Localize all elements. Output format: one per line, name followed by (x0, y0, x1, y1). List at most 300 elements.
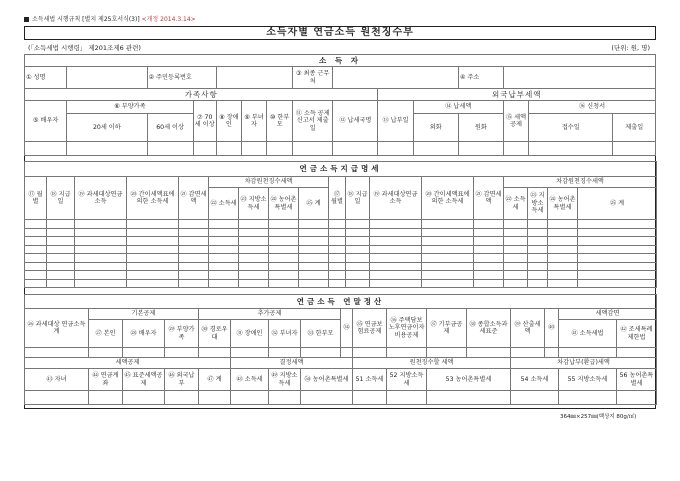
tax-credit-field[interactable] (504, 142, 529, 156)
tax-paid-label: ⑭ 납세액 (413, 101, 503, 114)
payment-cell[interactable] (422, 228, 474, 237)
determined-local-label: ㊾ 지방소득세 (269, 369, 301, 391)
payment-cell[interactable] (578, 279, 657, 288)
payment-cell[interactable] (127, 220, 179, 229)
payment-cell[interactable] (370, 254, 422, 263)
standard-credit-label: ㊺ 표준세액공제 (123, 369, 165, 391)
withheld-rural-field[interactable] (427, 391, 511, 405)
woman-label: ⑨ 부녀자 (241, 101, 266, 142)
payment-cell[interactable] (346, 271, 370, 280)
deduction-date-label: ⑪ 소득 공제 신고서 제출일 (293, 101, 333, 142)
determined-header: 결정세액 (231, 358, 353, 369)
payment-cell[interactable] (548, 271, 578, 280)
payment-cell[interactable] (75, 245, 127, 254)
payment-cell[interactable] (504, 237, 528, 246)
determined-income-label: ㊽ 소득세 (231, 369, 269, 391)
housing-pension-label: ㊱ 주택담보노후연금이자비용공제 (387, 309, 427, 348)
payment-cell[interactable] (239, 262, 269, 271)
payment-cell[interactable] (474, 245, 504, 254)
pay-date-label-b: ⑱ 지급일 (346, 177, 370, 220)
payment-cell[interactable] (578, 220, 657, 229)
payment-cell[interactable] (422, 279, 474, 288)
payment-cell[interactable] (127, 237, 179, 246)
payment-cell[interactable] (329, 220, 346, 229)
payment-title: 연금소득지급명세 (25, 162, 657, 177)
payment-cell[interactable] (47, 228, 75, 237)
payment-cell[interactable] (25, 254, 47, 263)
disabled-field[interactable] (216, 142, 241, 156)
payment-cell[interactable] (474, 237, 504, 246)
taxable-income-label: ⑲ 과세대상연금소득 (75, 177, 127, 220)
decree-reference: (「소득세법 시행령」 제201조제6 관련) (28, 44, 141, 52)
payment-cell[interactable] (47, 237, 75, 246)
special-tax-act-label: ㊷ 조세특례제한법 (617, 320, 657, 348)
fx-field[interactable] (413, 142, 458, 156)
form-header (24, 14, 196, 23)
col40-field[interactable] (545, 348, 559, 358)
payment-cell[interactable] (75, 228, 127, 237)
payment-cell[interactable] (422, 262, 474, 271)
payment-cell[interactable] (269, 279, 299, 288)
payment-cell[interactable] (127, 245, 179, 254)
payment-cell[interactable] (474, 279, 504, 288)
payment-cell[interactable] (578, 254, 657, 263)
rural-tax-label-b: ㉔ 농어촌특별세 (548, 188, 578, 220)
tax-base-label: ㊳ 종합소득과세표준 (467, 309, 511, 348)
payment-cell[interactable] (25, 228, 47, 237)
disabled-label: ⑧ 장애인 (216, 101, 241, 142)
payment-cell[interactable] (528, 279, 548, 288)
recipient-title: 소 득 자 (25, 55, 656, 67)
over60-label: 60세 이상 (147, 114, 193, 142)
payment-cell[interactable] (209, 245, 239, 254)
payment-cell[interactable] (179, 262, 209, 271)
submit-date-label: 제출일 (613, 114, 656, 142)
payment-cell[interactable] (75, 220, 127, 229)
col40-label: ㊵ (545, 309, 559, 348)
month-label-b: ⑰ 월별 (329, 177, 346, 220)
payment-cell[interactable] (179, 245, 209, 254)
payment-cell[interactable] (25, 220, 47, 229)
spouse-field[interactable] (25, 142, 67, 156)
payment-cell[interactable] (127, 254, 179, 263)
credit-total-label: ㊼ 계 (199, 369, 231, 391)
payment-cell[interactable] (422, 237, 474, 246)
withheld-header: 원천징수할 세액 (353, 358, 511, 369)
refund-rural-label: 56 농어촌특별세 (617, 369, 657, 391)
foreign-paid-label: ㊻ 외국납부 (165, 369, 199, 391)
payment-cell[interactable] (578, 237, 657, 246)
pension-insurance-field[interactable] (353, 348, 387, 358)
table-row (25, 228, 657, 237)
payment-cell[interactable] (269, 254, 299, 263)
woman-label: ㉜ 부녀자 (269, 320, 301, 348)
recipient-section (24, 54, 656, 156)
fx-label: 외화 (413, 114, 458, 142)
payment-cell[interactable] (25, 271, 47, 280)
over70-label: ⑦ 70세 이상 (193, 101, 216, 142)
payment-cell[interactable] (269, 220, 299, 229)
col34-field[interactable] (341, 348, 353, 358)
refund-income-label: 54 소득세 (511, 369, 559, 391)
spouse-field[interactable] (123, 348, 165, 358)
income-tax-label-b: ㉒ 소득세 (504, 188, 528, 220)
address-field[interactable] (504, 67, 656, 89)
payment-cell[interactable] (422, 220, 474, 229)
payment-cell[interactable] (299, 271, 329, 280)
payment-cell[interactable] (75, 237, 127, 246)
payment-cell[interactable] (179, 228, 209, 237)
payment-cell[interactable] (209, 271, 239, 280)
refund-rural-field[interactable] (617, 391, 657, 405)
determined-rural-field[interactable] (301, 391, 353, 405)
payment-cell[interactable] (329, 262, 346, 271)
payment-cell[interactable] (47, 262, 75, 271)
payment-cell[interactable] (269, 262, 299, 271)
payment-cell[interactable] (504, 279, 528, 288)
foreign-tax-header: 외국납부세액 (378, 89, 656, 101)
pay-date-label: ⑱ 지급일 (47, 177, 75, 220)
payment-cell[interactable] (346, 254, 370, 263)
tax-base-field[interactable] (467, 348, 511, 358)
payment-cell[interactable] (127, 228, 179, 237)
payment-cell[interactable] (370, 237, 422, 246)
payment-cell[interactable] (528, 262, 548, 271)
withheld-local-field[interactable] (387, 391, 427, 405)
krw-label: 원화 (458, 114, 503, 142)
determined-income-field[interactable] (231, 391, 269, 405)
woman-field[interactable] (269, 348, 301, 358)
calculated-tax-label: ㊴ 산출세액 (511, 309, 545, 348)
refund-header: 차감납부(환급)세액 (511, 358, 657, 369)
name-label: ① 성명 (25, 67, 67, 89)
revision-note: <개정 2014.3.14> (141, 16, 196, 23)
payment-cell[interactable] (299, 220, 329, 229)
housing-pension-field[interactable] (387, 348, 427, 358)
payment-cell[interactable] (346, 237, 370, 246)
payment-cell[interactable] (127, 262, 179, 271)
payment-cell[interactable] (75, 279, 127, 288)
payment-cell[interactable] (47, 271, 75, 280)
table-row (25, 220, 657, 229)
paper-spec: 364㎜×257㎜(백상지 80g/㎡) (560, 414, 637, 420)
payment-cell[interactable] (504, 228, 528, 237)
payment-cell[interactable] (299, 245, 329, 254)
payment-cell[interactable] (474, 228, 504, 237)
withheld-local-label: 52 지방소득세 (387, 369, 427, 391)
form-law-reference: 소득세법 시행규칙 [별지 제25호서식(3)] (32, 16, 140, 23)
rrn-field[interactable] (216, 67, 292, 89)
payment-cell[interactable] (179, 279, 209, 288)
payment-cell[interactable] (346, 245, 370, 254)
extra-deduction-header: 추가공제 (199, 309, 341, 320)
payment-cell[interactable] (474, 220, 504, 229)
simple-tax-label-b: ⑳ 간이세액표에 의한 소득세 (422, 177, 474, 220)
payment-cell[interactable] (474, 271, 504, 280)
deducted-withholding-header-b: 차감원천징수세액 (504, 177, 657, 188)
payment-cell[interactable] (269, 271, 299, 280)
payment-cell[interactable] (209, 262, 239, 271)
payment-cell[interactable] (75, 254, 127, 263)
reduced-tax-label-b: ㉑ 감면세액 (474, 177, 504, 220)
credit-header: 세액공제 (25, 358, 231, 369)
payment-cell[interactable] (25, 262, 47, 271)
income-tax-act-field[interactable] (559, 348, 617, 358)
reduced-tax-label: ㉑ 감면세액 (179, 177, 209, 220)
single-parent-label: ㉝ 한부모 (301, 320, 341, 348)
form-title: 소득자별 연금소득 원천징수부 (24, 26, 656, 40)
standard-credit-field[interactable] (123, 391, 165, 405)
under20-label: 20세 이하 (67, 114, 147, 142)
payment-cell[interactable] (578, 228, 657, 237)
table-row (25, 245, 657, 254)
deduction-date-field[interactable] (293, 142, 333, 156)
payment-cell[interactable] (239, 228, 269, 237)
refund-local-label: 55 지방소득세 (559, 369, 617, 391)
payment-cell[interactable] (25, 237, 47, 246)
credit-total-field[interactable] (199, 391, 231, 405)
self-field[interactable] (89, 348, 123, 358)
withheld-rural-label: 53 농어촌특별세 (427, 369, 511, 391)
payment-cell[interactable] (209, 220, 239, 229)
payment-cell[interactable] (25, 245, 47, 254)
payment-cell[interactable] (370, 262, 422, 271)
payment-cell[interactable] (127, 279, 179, 288)
elder-label: ㉚ 경로우대 (199, 320, 231, 348)
special-tax-act-field[interactable] (617, 348, 657, 358)
elder-field[interactable] (199, 348, 231, 358)
payment-cell[interactable] (578, 271, 657, 280)
payment-cell[interactable] (239, 254, 269, 263)
payment-cell[interactable] (528, 245, 548, 254)
table-row (25, 271, 657, 280)
deducted-withholding-header: 차감원천징수세액 (209, 177, 329, 188)
over60-field[interactable] (147, 142, 193, 156)
self-label: ㉗ 본인 (89, 320, 123, 348)
workplace-label: ③ 최종 근무처 (293, 67, 333, 89)
payment-cell[interactable] (269, 228, 299, 237)
payment-cell[interactable] (504, 271, 528, 280)
woman-field[interactable] (241, 142, 266, 156)
foreign-paid-field[interactable] (165, 391, 199, 405)
payment-cell[interactable] (209, 228, 239, 237)
pay-date-label: ⑬ 납부일 (378, 101, 413, 142)
payment-cell[interactable] (47, 279, 75, 288)
disabled-label: ㉛ 장애인 (231, 320, 269, 348)
payment-cell[interactable] (474, 262, 504, 271)
payment-cell[interactable] (299, 237, 329, 246)
payment-cell[interactable] (239, 245, 269, 254)
determined-rural-label: ㊿ 농어촌특별세 (301, 369, 353, 391)
pension-account-field[interactable] (89, 391, 123, 405)
payment-cell[interactable] (504, 262, 528, 271)
dependent-label: ㉙ 부양가족 (165, 320, 199, 348)
table-row (25, 262, 657, 271)
payment-cell[interactable] (209, 254, 239, 263)
payment-cell[interactable] (548, 262, 578, 271)
basic-deduction-header: 기본공제 (89, 309, 199, 320)
simple-tax-label: ⑳ 간이세액표에 의한 소득세 (127, 177, 179, 220)
payment-cell[interactable] (548, 228, 578, 237)
payment-cell[interactable] (548, 237, 578, 246)
payment-cell[interactable] (528, 271, 548, 280)
payment-cell[interactable] (179, 254, 209, 263)
taxable-income-label-b: ⑲ 과세대상연금소득 (370, 177, 422, 220)
settlement-title: 연금소득 연말정산 (25, 295, 657, 309)
rural-tax-label: ㉔ 농어촌특별세 (269, 188, 299, 220)
withheld-income-label: 51 소득세 (353, 369, 387, 391)
under20-field[interactable] (67, 142, 147, 156)
col34-label: ㉞ (341, 309, 353, 348)
pay-country-field[interactable] (333, 142, 378, 156)
payment-cell[interactable] (346, 220, 370, 229)
payment-cell[interactable] (578, 245, 657, 254)
withheld-income-field[interactable] (353, 391, 387, 405)
payment-cell[interactable] (47, 254, 75, 263)
payment-cell[interactable] (299, 254, 329, 263)
unit-label: (단위: 원, 명) (611, 44, 650, 52)
payment-cell[interactable] (329, 245, 346, 254)
calculated-tax-field[interactable] (511, 348, 545, 358)
payment-cell[interactable] (329, 254, 346, 263)
payment-cell[interactable] (528, 220, 548, 229)
pay-country-label: ⑫ 납세국명 (333, 101, 378, 142)
submit-date-field[interactable] (613, 142, 656, 156)
payment-cell[interactable] (528, 228, 548, 237)
refund-local-field[interactable] (559, 391, 617, 405)
payment-cell[interactable] (370, 279, 422, 288)
payment-cell[interactable] (239, 237, 269, 246)
payment-cell[interactable] (209, 279, 239, 288)
pay-date-field[interactable] (378, 142, 413, 156)
reference-row (24, 42, 656, 54)
krw-field[interactable] (458, 142, 503, 156)
payment-cell[interactable] (209, 237, 239, 246)
taxable-total-label: ㉖ 과세대상 연금소득 계 (25, 309, 89, 348)
payment-cell[interactable] (329, 228, 346, 237)
receipt-date-field[interactable] (529, 142, 613, 156)
reduction-header: 세액감면 (559, 309, 657, 320)
payment-cell[interactable] (528, 254, 548, 263)
payment-cell[interactable] (548, 220, 578, 229)
payment-cell[interactable] (504, 254, 528, 263)
refund-income-field[interactable] (511, 391, 559, 405)
month-label: ⑰ 월별 (25, 177, 47, 220)
donation-field[interactable] (427, 348, 467, 358)
income-tax-label: ㉒ 소득세 (209, 188, 239, 220)
receipt-date-label: 접수일 (529, 114, 613, 142)
payment-cell[interactable] (127, 271, 179, 280)
payment-cell[interactable] (179, 271, 209, 280)
total-label: ㉕ 계 (299, 188, 329, 220)
table-row (25, 237, 657, 246)
payment-cell[interactable] (548, 279, 578, 288)
payment-cell[interactable] (370, 245, 422, 254)
family-header: 가족사항 (25, 89, 378, 101)
total-label-b: ㉕ 계 (578, 188, 657, 220)
disabled-field[interactable] (231, 348, 269, 358)
payment-cell[interactable] (47, 245, 75, 254)
single-parent-label: ⑩ 한부모 (267, 101, 293, 142)
square-bullet-icon (24, 17, 29, 22)
table-row (25, 279, 657, 288)
payment-rows (25, 220, 657, 288)
payment-cell[interactable] (239, 220, 269, 229)
payment-cell[interactable] (474, 254, 504, 263)
payment-cell[interactable] (75, 271, 127, 280)
name-field[interactable] (67, 67, 147, 89)
payment-cell[interactable] (422, 271, 474, 280)
payment-cell[interactable] (346, 279, 370, 288)
settlement-section (24, 294, 657, 405)
payment-cell[interactable] (239, 279, 269, 288)
single-parent-field[interactable] (301, 348, 341, 358)
spouse-label: ㉘ 배우자 (123, 320, 165, 348)
payment-cell[interactable] (269, 245, 299, 254)
payment-cell[interactable] (25, 279, 47, 288)
pension-account-label: ㊹ 연금계좌 (89, 369, 123, 391)
payment-cell[interactable] (179, 220, 209, 229)
payment-cell[interactable] (329, 271, 346, 280)
payment-cell[interactable] (548, 245, 578, 254)
payment-section (24, 161, 657, 288)
over70-field[interactable] (193, 142, 216, 156)
dependents-label: ⑥ 부양가족 (67, 101, 194, 114)
determined-local-field[interactable] (269, 391, 301, 405)
income-tax-act-label: ㊶ 소득세법 (559, 320, 617, 348)
table-row (25, 254, 657, 263)
payment-cell[interactable] (299, 262, 329, 271)
payment-cell[interactable] (346, 228, 370, 237)
payment-cell[interactable] (329, 237, 346, 246)
payment-cell[interactable] (370, 228, 422, 237)
payment-cell[interactable] (370, 220, 422, 229)
donation-label: ㊲ 기부금공제 (427, 309, 467, 348)
tax-credit-label: ⑮ 세액 공제 (504, 101, 529, 142)
payment-cell[interactable] (528, 237, 548, 246)
child-field[interactable] (25, 391, 89, 405)
payment-cell[interactable] (299, 228, 329, 237)
spouse-label: ⑤ 배우자 (25, 101, 67, 142)
payment-cell[interactable] (422, 254, 474, 263)
payment-cell[interactable] (269, 237, 299, 246)
local-tax-label-b: ㉓ 지방소득세 (528, 188, 548, 220)
dependent-field[interactable] (165, 348, 199, 358)
payment-cell[interactable] (75, 262, 127, 271)
payment-cell[interactable] (47, 220, 75, 229)
address-label: ④ 주소 (458, 67, 503, 89)
payment-cell[interactable] (422, 245, 474, 254)
local-tax-label: ㉓ 지방소득세 (239, 188, 269, 220)
payment-cell[interactable] (370, 271, 422, 280)
workplace-field[interactable] (333, 67, 459, 89)
payment-cell[interactable] (504, 220, 528, 229)
application-label: ⑯ 신청서 (529, 101, 656, 114)
payment-cell[interactable] (179, 237, 209, 246)
rrn-label: ② 주민등록번호 (147, 67, 216, 89)
single-parent-field[interactable] (267, 142, 293, 156)
payment-cell[interactable] (239, 271, 269, 280)
taxable-total-field[interactable] (25, 348, 89, 358)
payment-cell[interactable] (578, 262, 657, 271)
payment-cell[interactable] (548, 254, 578, 263)
payment-cell[interactable] (346, 262, 370, 271)
payment-cell[interactable] (299, 279, 329, 288)
payment-cell[interactable] (329, 279, 346, 288)
pension-insurance-label: ㉟ 연금보험료공제 (353, 309, 387, 348)
payment-cell[interactable] (504, 245, 528, 254)
child-label: ㊸ 자녀 (25, 369, 89, 391)
